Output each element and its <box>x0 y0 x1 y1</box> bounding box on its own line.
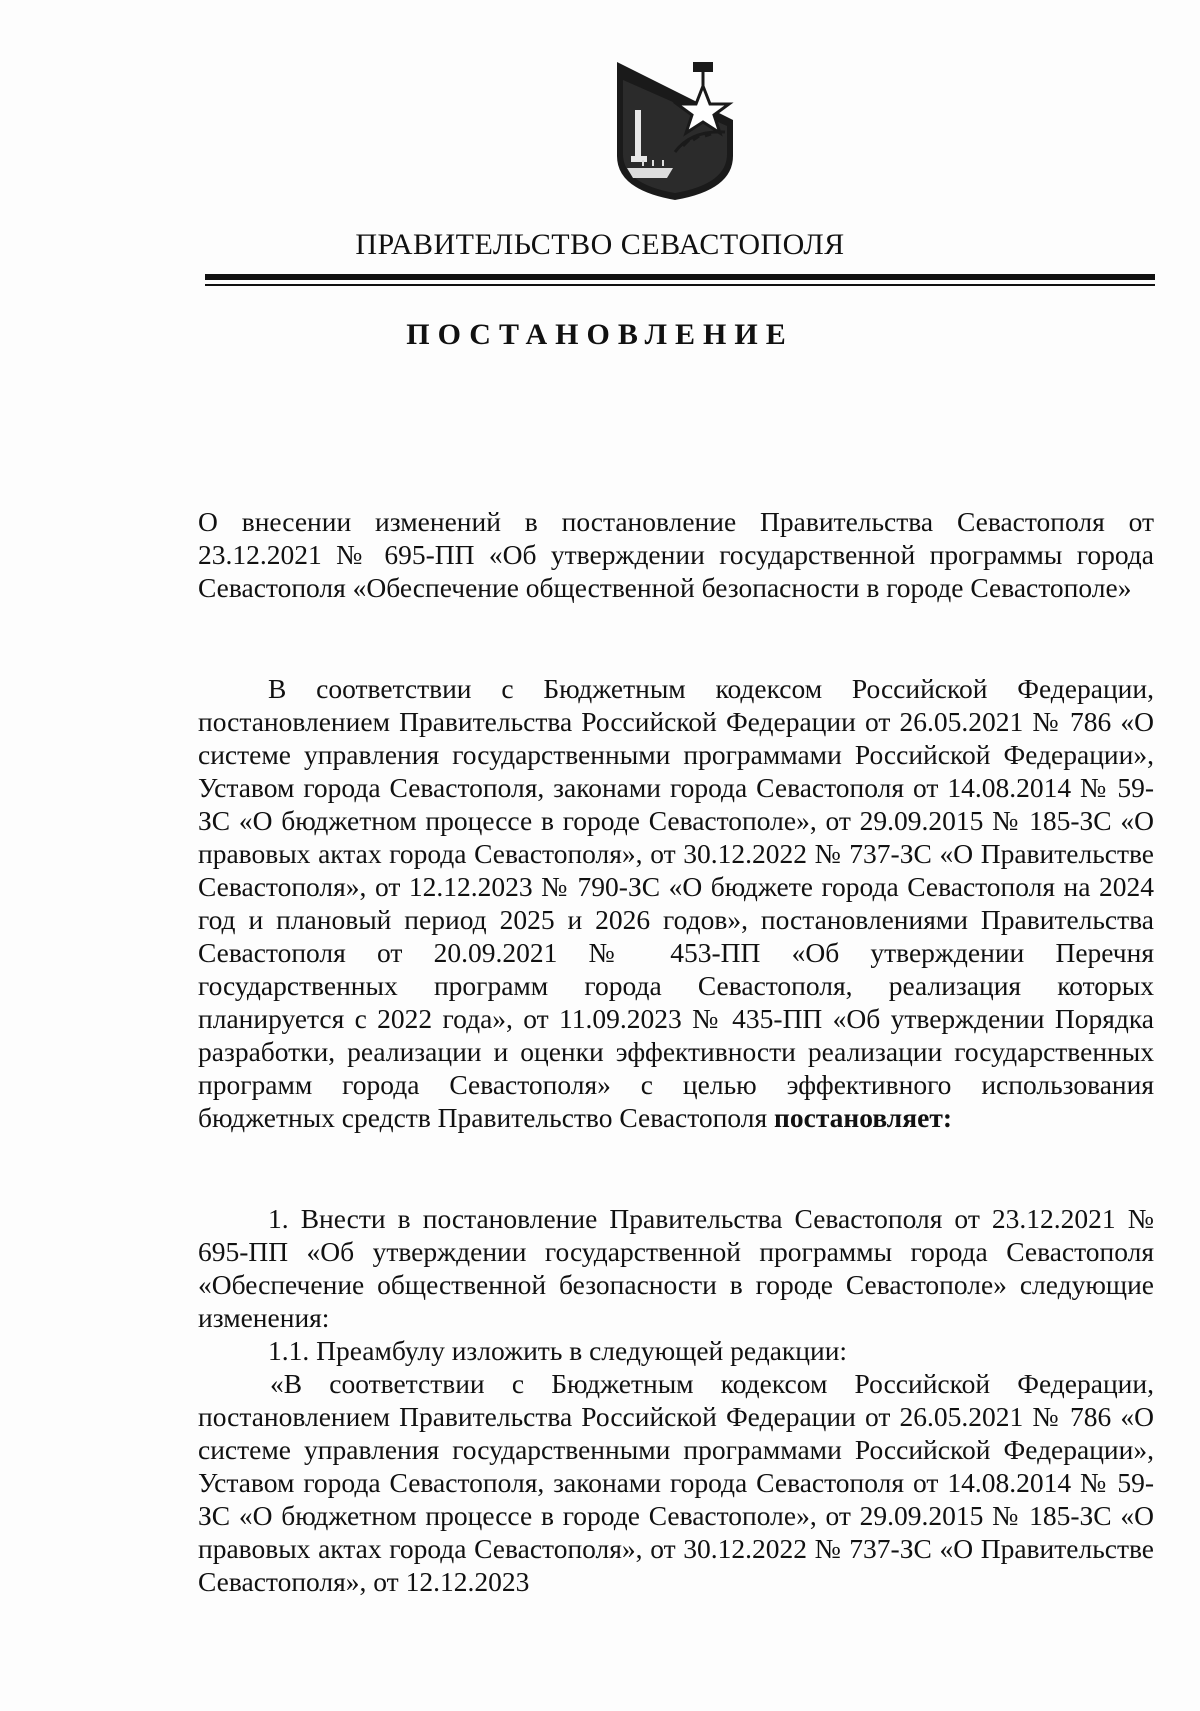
quoted-preamble: «В соответствии с Бюджетным кодексом Российской Федерации, постановлением Правительства Российской Федерации от 26.05.2021 № 786 «О системе управления государственными программами Российской Федерации», Уставом города Севастополя, законами города Севастополя от 14.08.2014 № 59-ЗС «О бюджетном процессе в городе Севастополе», от 29.09.2015 № 185-ЗС «О правовых актах города Севастополя», от 30.12.2022 № 737-ЗС «О Правительстве Севастополя», от 12.12.2023 <box>198 1368 1154 1597</box>
preamble-text: В соответствии с Бюджетным кодексом Российской Федерации, постановлением Правительства Российской Федерации от 26.05.2021 № 786 «О системе управления государственными программами Российской Федерации», Уставом города Севастополя, законами города Севастополя от 14.08.2014 № 59-ЗС «О бюджетном процессе в городе Севастополе», от 29.09.2015 № 185-ЗС «О правовых актах города Севастополя», от 30.12.2022 № 737-ЗС «О Правительстве Севастополя», от 12.12.2023 № 790-ЗС «О бюджете города Севастополя на 2024 год и плановый период 2025 и 2026 годов», постановлениями Правительства Севастополя от 20.09.2021 № 453-ПП «Об утверждении Перечня государственных программ города Севастополя, реализация которых планируется с 2022 года», от 11.09.2023 № 435-ПП «Об утверждении Порядка разработки, реализации и оценки эффективности реализации государственных программ города Севастополя» с целью эффективного использования бюджетных средств Правительство Севастополя <box>198 673 1154 1133</box>
item-1: 1. Внести в постановление Правительства Севастополя от 23.12.2021 № 695-ПП «Об утверждении государственной программы города Севастополя «Обеспечение общественной безопасности в городе Севастополе» следующие изменения: <box>198 1203 1154 1333</box>
sevastopol-coat-of-arms-icon <box>613 60 738 205</box>
items-block <box>198 1202 1154 1598</box>
subject-text: О внесении изменений в постановление Правительства Севастополя от 23.12.2021 № 695-ПП «Об утверждении государственной программы города Севастополя «Обеспечение общественной безопасности в городе Севастополе» <box>198 506 1154 603</box>
preamble-block <box>198 672 1154 1134</box>
government-title: ПРАВИТЕЛЬСТВО СЕВАСТОПОЛЯ <box>355 228 845 261</box>
subject-block <box>198 505 1154 604</box>
preamble-action: постановляет: <box>774 1102 952 1133</box>
header-rule-thin <box>205 284 1155 286</box>
header-rule-thick <box>205 274 1155 280</box>
preamble-paragraph <box>198 672 1154 1134</box>
item-1-1: 1.1. Преамбулу изложить в следующей редакции: <box>268 1335 848 1366</box>
document-type: ПОСТАНОВЛЕНИЕ <box>406 318 794 351</box>
